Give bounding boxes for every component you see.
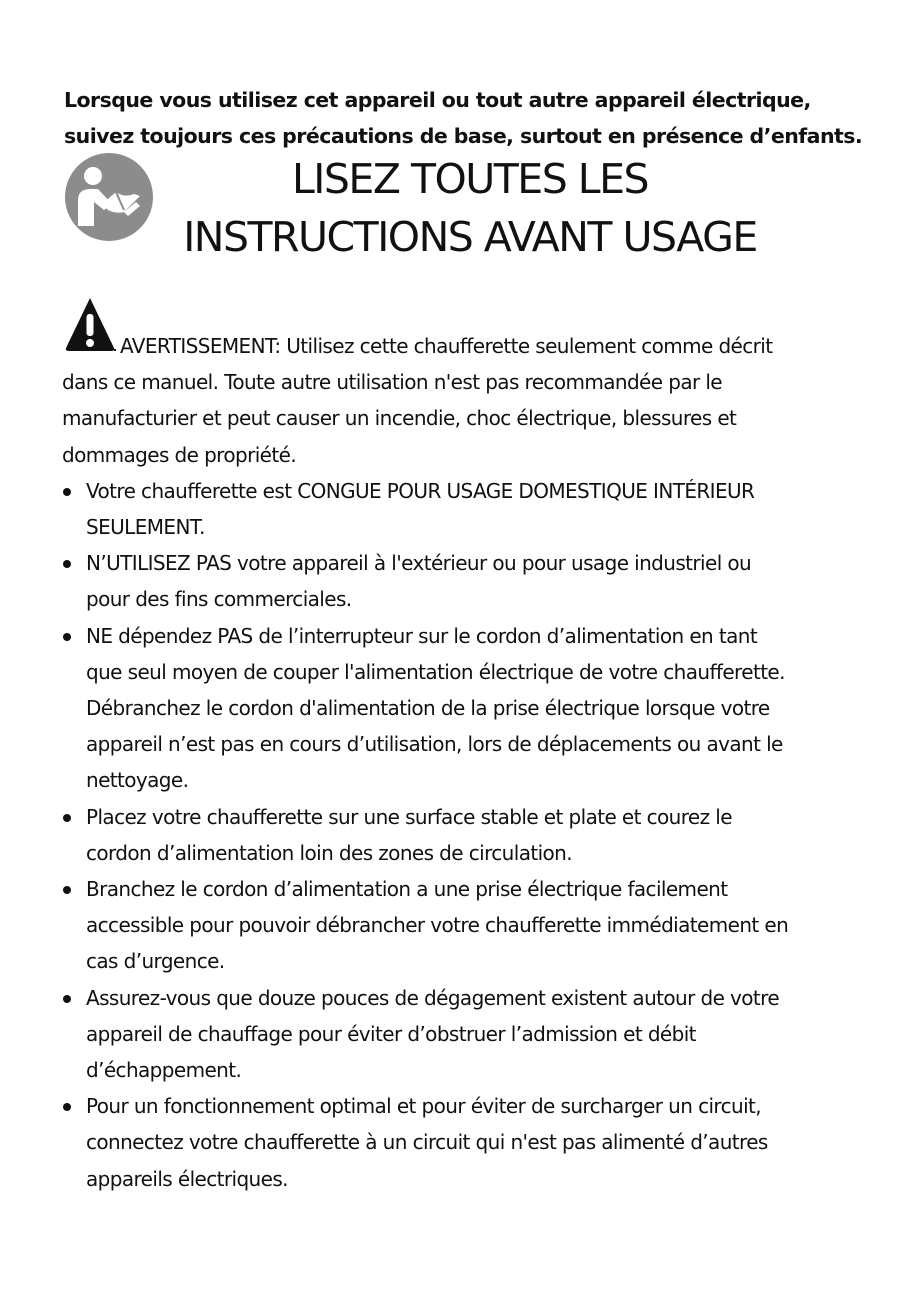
intro-notice (64, 82, 894, 154)
warning-line: manufacturier et peut causer un incendie, choc électrique, blessures et (62, 406, 737, 431)
list-item-line: cordon d’alimentation loin des zones de circulation. (86, 840, 573, 865)
list-item-line: N’UTILISEZ PAS votre appareil à l'extérieur ou pour usage industriel ou (86, 551, 752, 576)
list-item-line: Placez votre chaufferette sur une surface stable et plate et courez le (86, 804, 732, 829)
bullet-icon (63, 814, 71, 822)
warning-line: dommages de propriété. (62, 442, 297, 467)
read-manual-icon (64, 152, 154, 242)
list-item-line: pour des fins commerciales. (86, 587, 352, 612)
bullet-icon (63, 886, 71, 894)
precautions-list (62, 473, 912, 1197)
list-item-line: Pour un fonctionnement optimal et pour éviter de surcharger un circuit, (86, 1094, 762, 1119)
list-item-line: SEULEMENT. (86, 515, 205, 540)
warning-line: dans ce manuel. Toute autre utilisation n'est pas recommandée par le (62, 370, 723, 395)
list-item-line: appareils électriques. (86, 1166, 288, 1191)
warning-line: AVERTISSEMENT: Utilisez cette chaufferette seulement comme décrit (120, 334, 773, 358)
warning-paragraph (62, 328, 912, 473)
headline-line: INSTRUCTIONS AVANT USAGE (183, 213, 757, 261)
list-item-line: Branchez le cordon d’alimentation a une prise électrique facilement (86, 877, 728, 902)
list-item-line: connectez votre chaufferette à un circuit qui n'est pas alimenté d’autres (86, 1130, 768, 1155)
list-item-line: Votre chaufferette est CONGUE POUR USAGE DOMESTIQUE INTÉRIEUR (86, 478, 755, 503)
list-item-line: nettoyage. (86, 768, 189, 793)
read-instructions-headline (150, 150, 790, 266)
bullet-icon (63, 1103, 71, 1111)
list-item (62, 473, 912, 545)
bullet-icon (63, 995, 71, 1003)
intro-line: suivez toujours ces précautions de base, surtout en présence d’enfants. (64, 124, 863, 148)
list-item-line: accessible pour pouvoir débrancher votre chaufferette immédiatement en (86, 913, 789, 938)
safety-instructions (62, 328, 912, 1197)
list-item-line: appareil n’est pas en cours d’utilisation, lors de déplacements ou avant le (86, 732, 783, 757)
list-item-line: Débranchez le cordon d'alimentation de la prise électrique lorsque votre (86, 696, 770, 721)
list-item-line: appareil de chauffage pour éviter d’obstruer l’admission et débit (86, 1021, 696, 1046)
list-item-line: Assurez-vous que douze pouces de dégagement existent autour de votre (86, 985, 780, 1010)
intro-line: Lorsque vous utilisez cet appareil ou tout autre appareil électrique, (64, 88, 811, 112)
list-item (62, 799, 912, 871)
bullet-icon (63, 488, 71, 496)
headline-line: LISEZ TOUTES LES (291, 155, 649, 203)
list-item-line: que seul moyen de couper l'alimentation électrique de votre chaufferette. (86, 659, 785, 684)
list-item-line: NE dépendez PAS de l’interrupteur sur le cordon d’alimentation en tant (86, 623, 758, 648)
list-item-line: d’échappement. (86, 1058, 242, 1083)
list-item (62, 618, 912, 799)
list-item (62, 980, 912, 1089)
bullet-icon (63, 560, 71, 568)
bullet-icon (63, 633, 71, 641)
list-item (62, 871, 912, 980)
list-item (62, 1088, 912, 1197)
list-item (62, 545, 912, 617)
list-item-line: cas d’urgence. (86, 949, 225, 974)
